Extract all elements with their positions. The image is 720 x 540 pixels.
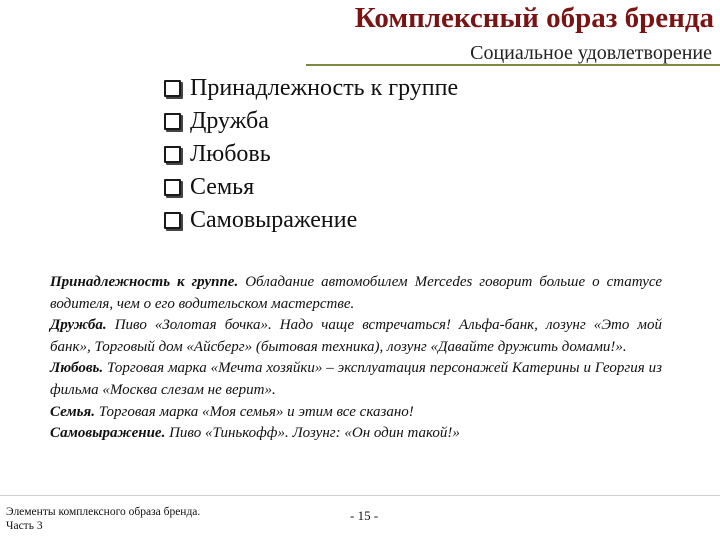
paragraph-self-expression	[50, 423, 662, 445]
checkbox-bullet-icon	[164, 212, 181, 229]
paragraph-family	[50, 402, 662, 424]
bullet-item	[164, 72, 458, 105]
footer-section-label	[6, 505, 200, 533]
footer-divider	[0, 495, 720, 496]
page-title: Комплексный образ бренда	[354, 2, 714, 34]
checkbox-bullet-icon	[164, 80, 181, 97]
paragraph-text: Пиво «Золотая бочка». Надо чаще встречаться! Альфа-банк, лозунг «Это мой банк», Торговый дом «Айсберг» (бытовая техника), лозунг «Давайте дружить домами!».	[50, 317, 662, 355]
paragraph-term: Любовь.	[50, 360, 104, 377]
footer-line: Часть 3	[6, 520, 43, 532]
bullet-item	[164, 171, 458, 204]
page-number: - 15 -	[350, 508, 379, 523]
paragraph-term: Самовыражение.	[50, 425, 166, 442]
bullet-label: Принадлежность к группе	[190, 75, 459, 101]
page-subtitle: Социальное удовлетворение	[470, 42, 712, 64]
header-rule	[306, 64, 720, 66]
paragraph-term: Семья.	[50, 403, 95, 420]
bullet-item	[164, 105, 458, 138]
bullet-label: Самовыражение	[190, 207, 358, 233]
bullet-label: Семья	[190, 174, 255, 200]
paragraph-text: Пиво «Тинькофф». Лозунг: «Он один такой!»	[165, 425, 460, 442]
footer-line: Элементы комплексного образа бренда.	[6, 506, 201, 518]
bullet-list	[164, 72, 458, 237]
bullet-label: Любовь	[190, 141, 271, 167]
paragraph-term: Дружба.	[50, 317, 107, 334]
paragraph-love	[50, 358, 662, 401]
paragraph-term: Принадлежность к группе.	[50, 274, 239, 290]
bullet-item	[164, 138, 458, 171]
checkbox-bullet-icon	[164, 179, 181, 196]
checkbox-bullet-icon	[164, 146, 181, 163]
paragraph-group	[50, 272, 662, 315]
bullet-label: Дружба	[190, 108, 269, 134]
bullet-item	[164, 204, 458, 237]
checkbox-bullet-icon	[164, 113, 181, 130]
paragraph-text: Обладание автомобилем Mercedes говорит больше о статусе водителя, чем о его водительском мастерстве.	[50, 274, 662, 312]
body-paragraphs	[50, 272, 662, 445]
paragraph-text: Торговая марка «Моя семья» и этим все сказано!	[95, 403, 414, 420]
paragraph-text: Торговая марка «Мечта хозяйки» – эксплуатация персонажей Катерины и Георгия из фильма «Москва слезам не верит».	[50, 360, 662, 398]
paragraph-friendship	[50, 315, 662, 358]
